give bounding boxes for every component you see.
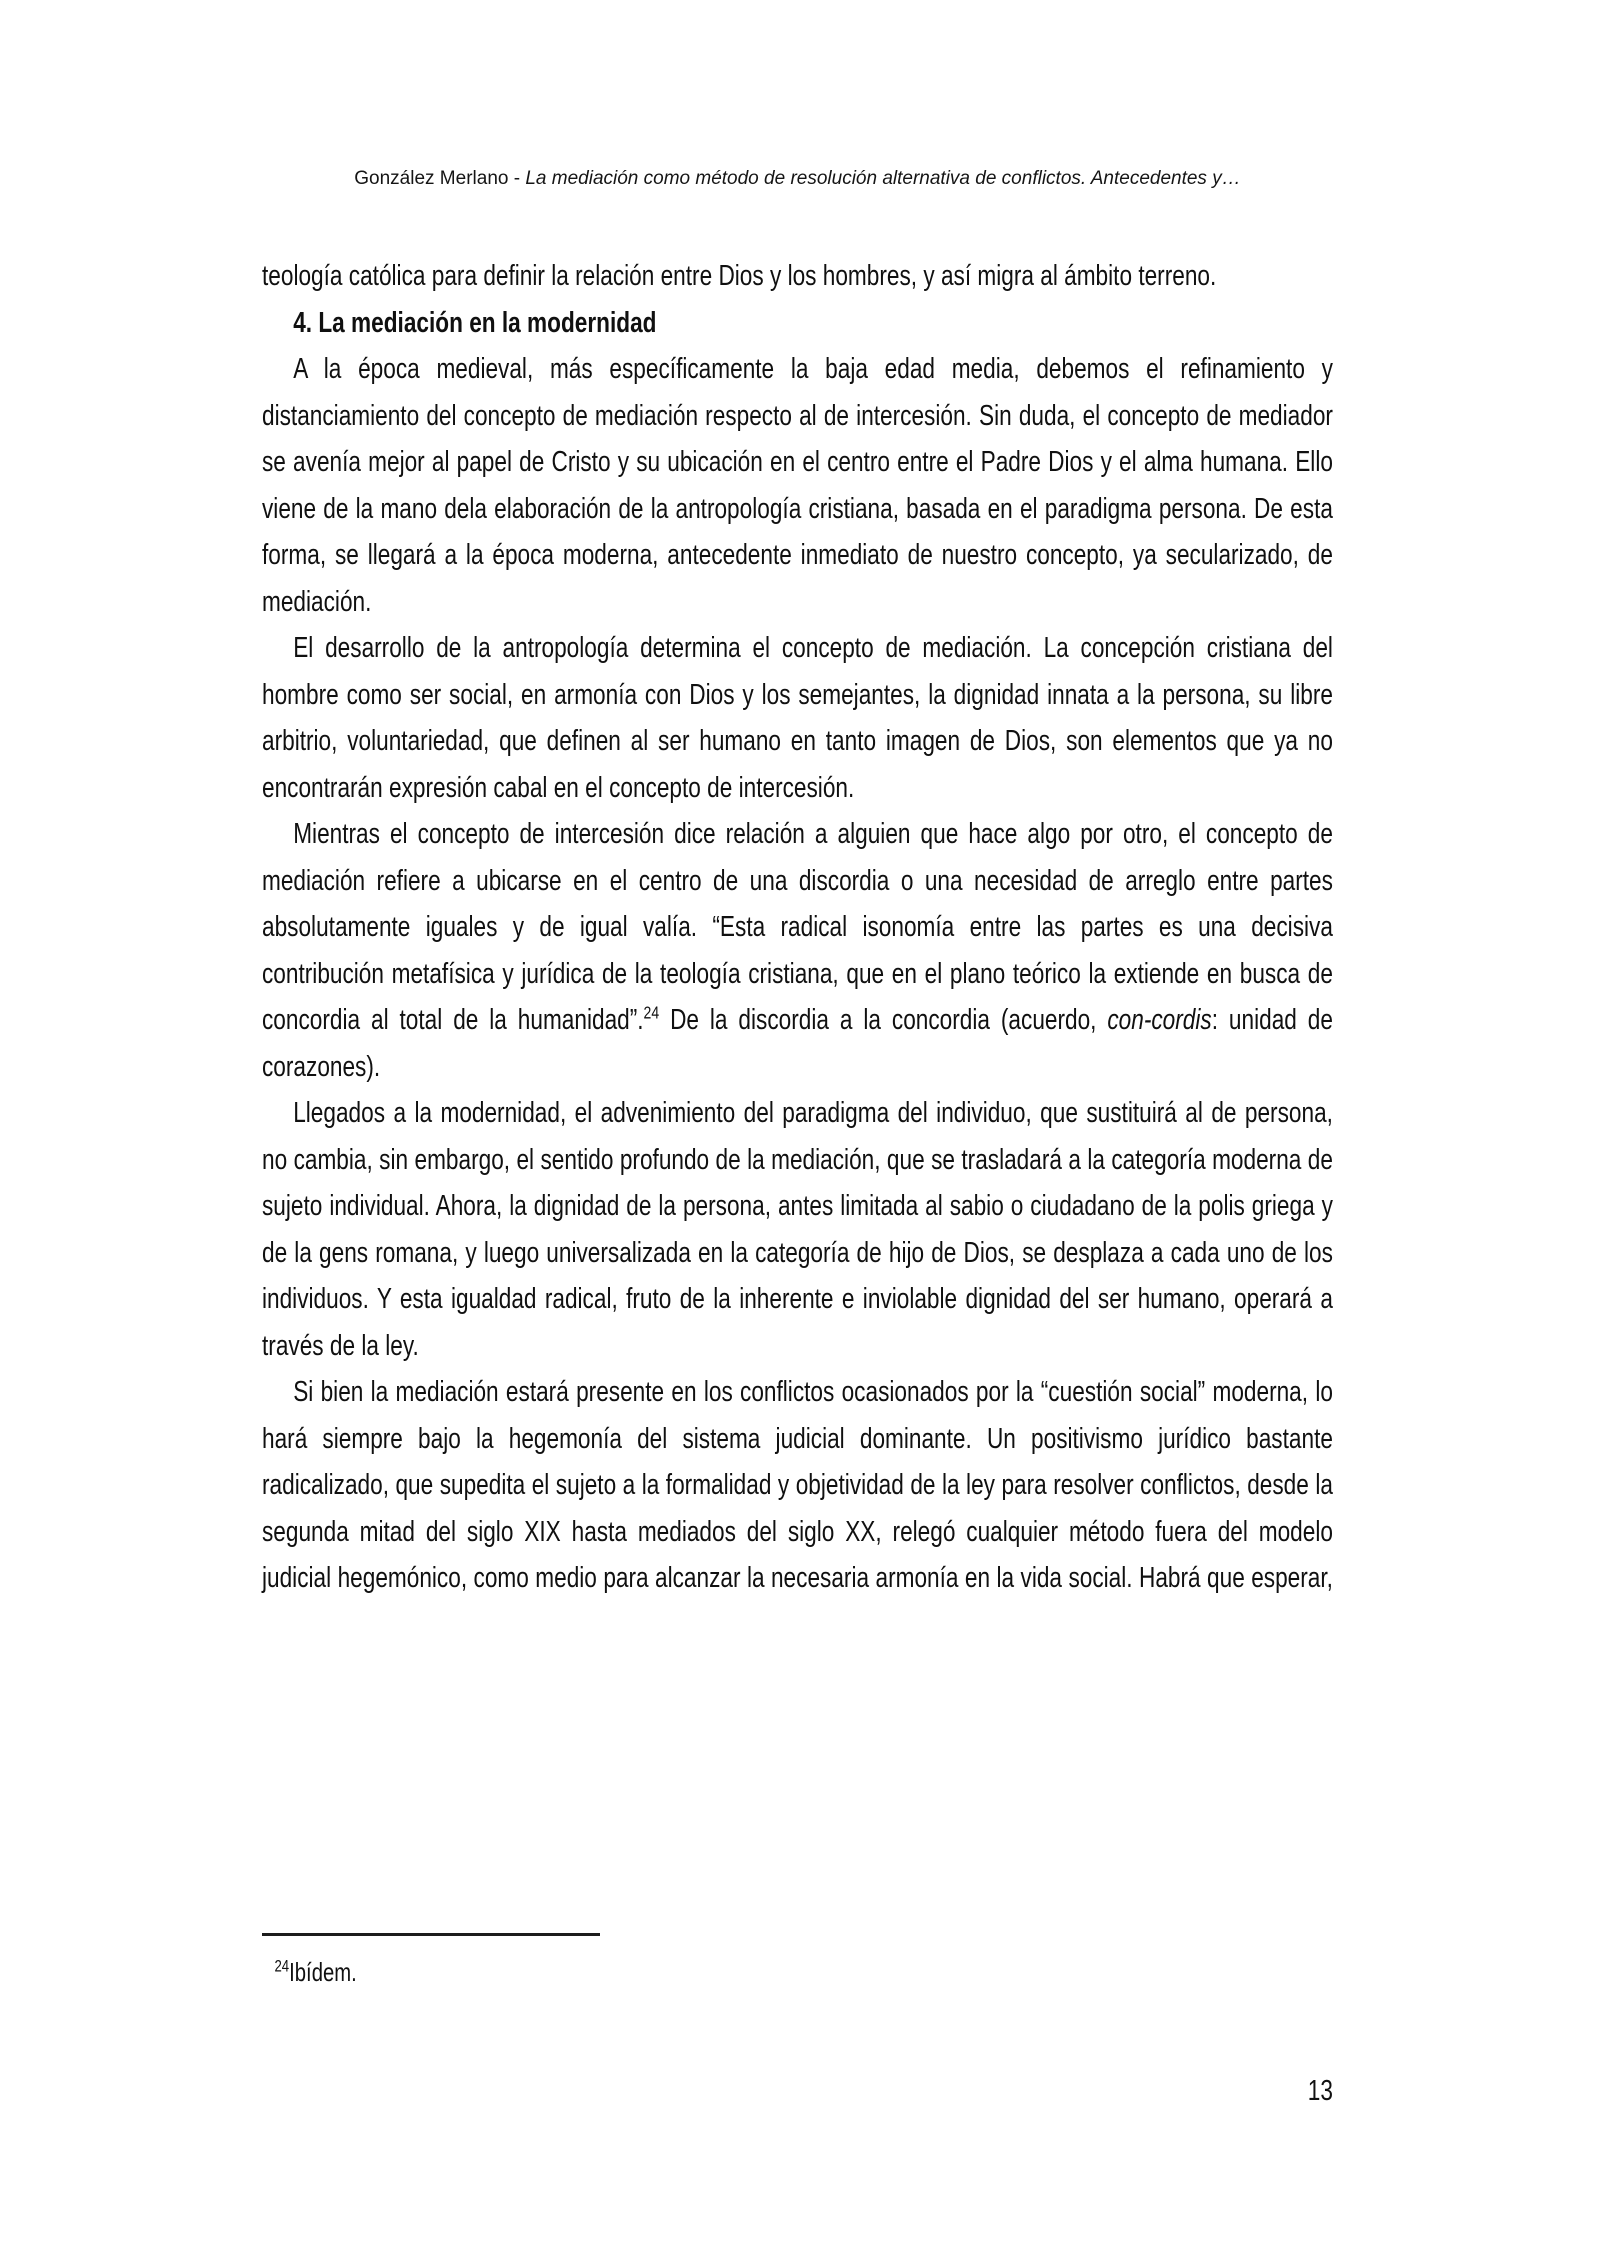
footnote-text: Ibídem. [289,1957,357,1987]
paragraph-3 [262,811,1333,1090]
latin-term: con-cordis [1107,1004,1212,1036]
running-header [262,166,1333,192]
continuation-paragraph: teología católica para definir la relación entre Dios y los hombres, y así migra al ámbito terreno. [262,260,1217,292]
paragraph-1: A la época medieval, más específicamente la baja edad media, debemos el refinamiento y distanciamiento del concepto de mediación respecto al de intercesión. Sin duda, el concepto de mediador se avenía mejor al papel de Cristo y su ubicación en el centro entre el Padre Dios y el alma humana. Ello viene de la mano dela elaboración de la antropología cristiana, basada en el paradigma persona. De esta forma, se llegará a la época moderna, antecedente inmediato de nuestro concepto, ya secularizado, de mediación. [262,353,1333,618]
section-heading: 4. La mediación en la modernidad [293,306,657,339]
paragraph-3-text: : unidad de corazones). [262,1004,1333,1083]
footnote-separator [262,1933,600,1936]
paragraph-3-text: De la discordia a la concordia (acuerdo, [659,1004,1108,1036]
page-body [262,253,1333,1602]
header-author: González Merlano - [354,168,526,189]
paragraph-4: Llegados a la modernidad, el advenimiento del paradigma del individuo, que sustituirá al de persona, no cambia, sin embargo, el sentido profundo de la mediación, que se trasladará a la categoría moderna de sujeto individual. Ahora, la dignidad de la persona, antes limitada al sabio o ciudadano de la polis griega y de la gens romana, y luego universalizada en la categoría de hijo de Dios, se desplaza a cada uno de los individuos. Y esta igualdad radical, fruto de la inherente e inviolable dignidad del ser humano, operará a través de la ley. [262,1097,1333,1362]
paragraph-2: El desarrollo de la antropología determina el concepto de mediación. La concepción cristiana del hombre como ser social, en armonía con Dios y los semejantes, la dignidad innata a la persona, su libre arbitrio, voluntariedad, que definen al ser humano en tanto imagen de Dios, son elementos que ya no encontrarán expresión cabal en el concepto de intercesión. [262,632,1333,804]
header-article-title: La mediación como método de resolución alternativa de conflictos. Antecedentes y… [525,168,1241,189]
page-number: 13 [1307,2075,1333,2107]
footnote-number: 24 [274,1956,290,1976]
paragraph-3-text: Mientras el concepto de intercesión dice relación a alguien que hace algo por otro, el concepto de mediación refiere a ubicarse en el centro de una discordia o una necesidad de arreglo entre partes absolutamente iguales y de igual valía. “Esta radical isonomía entre las partes es una decisiva contribución metafísica y jurídica de la teología cristiana, que en el plano teórico la extiende en busca de concordia al total de la humanidad”. [262,818,1333,1036]
footnote [262,1955,1333,1989]
footnote-reference-24: 24 [643,1002,660,1023]
paragraph-5: Si bien la mediación estará presente en los conflictos ocasionados por la “cuestión social” moderna, lo hará siempre bajo la hegemonía del sistema judicial dominante. Un positivismo jurídico bastante radicalizado, que supedita el sujeto a la formalidad y objetividad de la ley para resolver conflictos, desde la segunda mitad del siglo XIX hasta mediados del siglo XX, relegó cualquier método fuera del modelo judicial hegemónico, como medio para alcanzar la necesaria armonía en la vida social. Habrá que esperar, [262,1376,1333,1594]
